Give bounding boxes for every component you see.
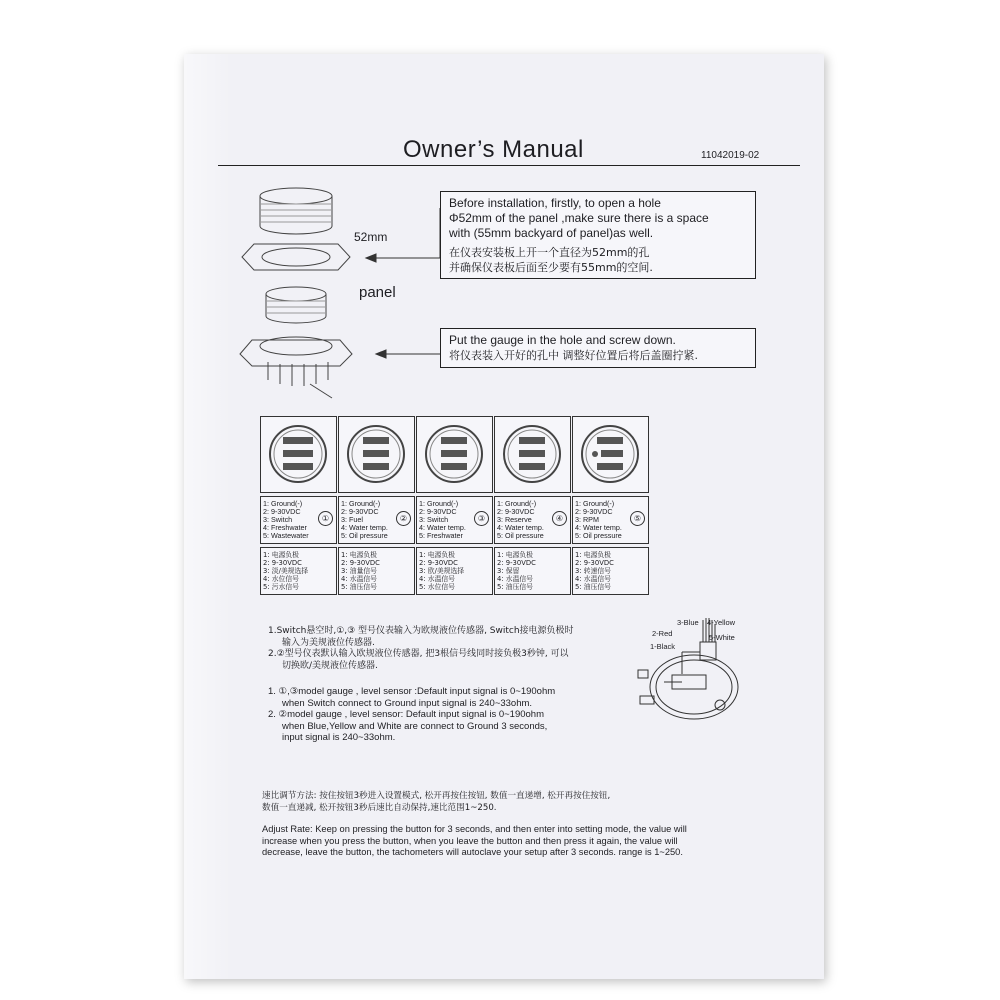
spec-zh-line: 3: 保留 xyxy=(497,567,520,575)
spec-line: 5: Freshwater xyxy=(419,531,463,540)
step1-line-2: Φ52mm of the panel ,make sure there is a space xyxy=(449,211,709,225)
wire-label-blue: 3-Blue xyxy=(677,618,699,627)
spec-line: 2: 9-30VDC xyxy=(497,507,535,516)
spec-zh-line: 5: 水位信号 xyxy=(419,583,455,591)
model-number: ② xyxy=(396,511,411,526)
note-line: 2. ②model gauge , level sensor: Default input signal is 0~190ohm xyxy=(268,709,545,720)
gauge-face xyxy=(416,416,493,493)
spec-line: 1: Ground(-) xyxy=(497,499,537,508)
note-line: 速比调节方法: 按住按钮3秒进入设置模式, 松开再按住按钮, 数值一直递增, 松开再按住按钮, xyxy=(262,791,611,801)
spec-zh-line: 1: 电源负极 xyxy=(263,551,299,559)
pointer-arrows xyxy=(354,204,444,364)
spec-line: 3: RPM xyxy=(575,515,599,524)
note-line: 1. ①,③model gauge , level sensor :Default input signal is 0~190ohm xyxy=(268,686,556,697)
spec-zh-line: 1: 电源负极 xyxy=(341,551,377,559)
title-rule xyxy=(218,165,800,166)
spec-zh-line: 3: 欧/美规选择 xyxy=(419,567,465,575)
note-line: when Blue,Yellow and White are connect to Ground 3 seconds, xyxy=(282,720,548,732)
spec-line: 3: Fuel xyxy=(341,515,363,524)
spec-line: 1: Ground(-) xyxy=(575,499,615,508)
model-number: ④ xyxy=(552,511,567,526)
model-column xyxy=(260,416,337,601)
step2-zh-line: 将仪表装入开好的孔中 调整好位置后将后盖圈拧紧. xyxy=(449,349,698,362)
spec-line: 4: Water temp. xyxy=(341,523,388,532)
spec-zh-line: 3: 淡/美规选择 xyxy=(263,567,309,575)
document-number: 11042019-02 xyxy=(701,150,760,161)
spec-line: 5: Oil pressure xyxy=(575,531,622,540)
spec-line: 5: Oil pressure xyxy=(341,531,388,540)
model-table xyxy=(260,416,650,601)
note-en xyxy=(268,686,555,744)
note-line: 切换欧/美规液位传感器. xyxy=(282,660,378,671)
model-spec xyxy=(416,496,493,544)
spec-line: 1: Ground(-) xyxy=(419,499,459,508)
spec-line: 3: Reserve xyxy=(497,515,532,524)
model-spec-zh xyxy=(494,547,571,595)
spec-zh-line: 4: 水温信号 xyxy=(575,575,611,583)
spec-zh-line: 5: 油压信号 xyxy=(341,583,377,591)
note-line: 输入为美规液位传感器. xyxy=(282,637,375,648)
spec-zh-line: 4: 水温信号 xyxy=(419,575,455,583)
spec-zh-line: 2: 9-30VDC xyxy=(575,559,614,567)
spec-zh-line: 3: 油量信号 xyxy=(341,567,377,575)
adjust-rate-zh xyxy=(262,791,610,814)
spec-line: 5: Oil pressure xyxy=(497,531,544,540)
model-number: ① xyxy=(318,511,333,526)
note-line: 数值一直递减, 松开按钮3秒后速比自动保持,速比范围1~250. xyxy=(262,802,497,813)
note-line: 1.Switch悬空时,①,③ 型号仪表输入为欧规液位传感器, Switch接电源负极时 xyxy=(268,626,574,636)
note-line: decrease, leave the button, the tachometers will autoclave your setup after 3 seconds. range is 1~250. xyxy=(262,847,683,857)
install-step-1 xyxy=(440,191,756,279)
spec-zh-line: 4: 水温信号 xyxy=(341,575,377,583)
model-number: ⑤ xyxy=(630,511,645,526)
model-spec-zh xyxy=(416,547,493,595)
model-number: ③ xyxy=(474,511,489,526)
spec-zh-line: 5: 油压信号 xyxy=(575,583,611,591)
spec-zh-line: 3: 转速信号 xyxy=(575,567,611,575)
spec-line: 2: 9-30VDC xyxy=(341,507,379,516)
install-step-2 xyxy=(440,328,756,368)
model-spec xyxy=(260,496,337,544)
spec-line: 2: 9-30VDC xyxy=(575,507,613,516)
step1-zh-line-1: 在仪表安装板上开一个直径为52mm的孔 xyxy=(449,246,650,259)
spec-line: 2: 9-30VDC xyxy=(419,507,457,516)
gauge-face xyxy=(260,416,337,493)
wire-label-white: 5-White xyxy=(709,633,735,642)
spec-line: 4: Water temp. xyxy=(497,523,544,532)
spec-zh-line: 5: 污水信号 xyxy=(263,583,299,591)
model-spec xyxy=(494,496,571,544)
spec-line: 2: 9-30VDC xyxy=(263,507,301,516)
panel-label: panel xyxy=(359,284,396,301)
spec-zh-line: 4: 水温信号 xyxy=(497,575,533,583)
model-column xyxy=(338,416,415,601)
dimension-label: 52mm xyxy=(354,230,388,244)
model-spec xyxy=(572,496,649,544)
model-column xyxy=(572,416,649,601)
spec-zh-line: 4: 水位信号 xyxy=(263,575,299,583)
spec-zh-line: 1: 电源负极 xyxy=(419,551,455,559)
gauge-face xyxy=(494,416,571,493)
note-line: 2.②型号仪表默认输入欧规液位传感器, 把3根信号线同时接负极3秒钟, 可以 xyxy=(268,649,569,659)
spec-line: 4: Water temp. xyxy=(419,523,466,532)
model-spec xyxy=(338,496,415,544)
gauge-face xyxy=(572,416,649,493)
spec-zh-line: 1: 电源负极 xyxy=(575,551,611,559)
spec-zh-line: 2: 9-30VDC xyxy=(341,559,380,567)
step2-line: Put the gauge in the hole and screw down. xyxy=(449,333,676,347)
note-line: increase when you press the button, when you leave the button and then press it again, the value will xyxy=(262,835,678,846)
spec-zh-line: 1: 电源负极 xyxy=(497,551,533,559)
gauge-face xyxy=(338,416,415,493)
wire-label-red: 2-Red xyxy=(652,629,673,638)
note-zh-1 xyxy=(268,626,574,672)
manual-sheet xyxy=(184,54,824,979)
wire-label-yellow: 4-Yellow xyxy=(707,618,736,627)
model-spec-zh xyxy=(260,547,337,595)
spec-line: 4: Freshwater xyxy=(263,523,307,532)
step1-line-3: with (55mm backyard of panel)as well. xyxy=(449,226,654,240)
spec-line: 1: Ground(-) xyxy=(341,499,381,508)
gauge-installation-illustration xyxy=(236,184,366,399)
step1-line-1: Before installation, firstly, to open a hole xyxy=(449,196,661,210)
note-line: input signal is 240~33ohm. xyxy=(282,732,396,743)
note-line: when Switch connect to Ground input signal is 240~33ohm. xyxy=(282,697,533,709)
model-spec-zh xyxy=(572,547,649,595)
adjust-rate-en xyxy=(262,824,687,859)
spec-line: 3: Switch xyxy=(419,515,449,524)
spec-zh-line: 2: 9-30VDC xyxy=(497,559,536,567)
wiring-diagram xyxy=(624,612,774,722)
spec-line: 3: Switch xyxy=(263,515,293,524)
page-title: Owner’s Manual xyxy=(403,136,584,163)
spec-line: 1: Ground(-) xyxy=(263,499,303,508)
note-line: Adjust Rate: Keep on pressing the button for 3 seconds, and then enter into setting mode, the value will xyxy=(262,824,687,834)
model-column xyxy=(416,416,493,601)
spec-zh-line: 5: 油压信号 xyxy=(497,583,533,591)
step1-zh-line-2: 并确保仪表板后面至少要有55mm的空间. xyxy=(449,261,653,274)
spec-zh-line: 2: 9-30VDC xyxy=(419,559,458,567)
model-spec-zh xyxy=(338,547,415,595)
spec-zh-line: 2: 9-30VDC xyxy=(263,559,302,567)
spec-line: 4: Water temp. xyxy=(575,523,622,532)
model-column xyxy=(494,416,571,601)
wire-label-black: 1-Black xyxy=(650,642,676,651)
spec-line: 5: Wastewater xyxy=(263,531,309,540)
